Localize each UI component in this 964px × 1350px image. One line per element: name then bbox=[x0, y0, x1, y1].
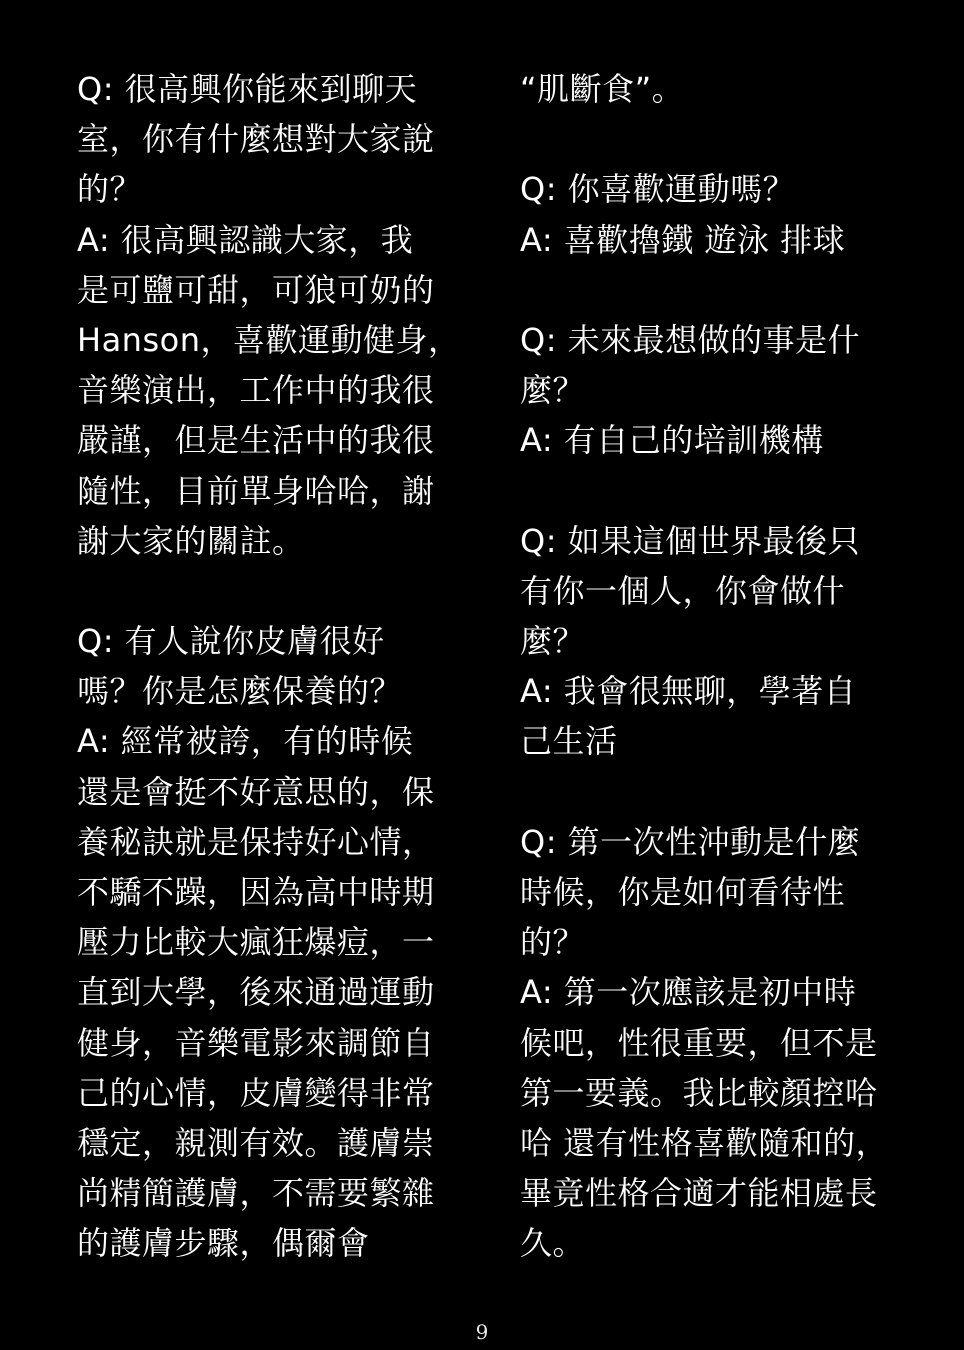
text-line: 第一要義。我比較顏控哈 bbox=[520, 1073, 878, 1112]
paragraph-gap bbox=[520, 767, 912, 817]
text-line: 己生活 bbox=[520, 722, 618, 761]
right-text-column bbox=[520, 64, 912, 1269]
text-line: 候吧，性很重要，但不是 bbox=[520, 1023, 878, 1062]
text-line: A: 很高興認識大家，我 bbox=[77, 220, 414, 259]
text-line: 穩定，親測有效。護膚崇 bbox=[77, 1123, 435, 1162]
paragraph-gap bbox=[520, 114, 912, 164]
text-line: 直到大學，後來通過運動 bbox=[77, 973, 435, 1012]
text-line: Q: 未來最想做的事是什 bbox=[520, 320, 861, 359]
text-line: A: 經常被誇，有的時候 bbox=[77, 722, 414, 761]
text-line: 有你一個人，你會做什 bbox=[520, 571, 846, 610]
paragraph-gap bbox=[520, 265, 912, 315]
text-line: 嚴謹，但是生活中的我很 bbox=[77, 421, 435, 460]
text-line: 謝大家的關註。 bbox=[77, 521, 305, 560]
text-line: 時候，你是如何看待性 bbox=[520, 873, 846, 911]
text-line: A: 喜歡擼鐵 遊泳 排球 bbox=[520, 220, 846, 259]
text-line: 麼？ bbox=[520, 371, 586, 410]
text-line: 健身，音樂電影來調節自 bbox=[77, 1023, 435, 1062]
page-number: 9 bbox=[475, 1320, 489, 1344]
text-line: A: 第一次應該是初中時 bbox=[520, 973, 857, 1012]
left-text-column bbox=[77, 64, 461, 1269]
text-line: Q: 如果這個世界最後只 bbox=[520, 521, 861, 560]
paragraph-gap bbox=[520, 466, 912, 516]
text-line: A: 有自己的培訓機構 bbox=[520, 421, 824, 460]
text-line: A: 我會很無聊，學著自 bbox=[520, 672, 857, 711]
text-line: 養秘訣就是保持好心情， bbox=[77, 822, 435, 861]
text-line: Q: 很高興你能來到聊天 bbox=[77, 70, 418, 108]
text-line: 哈 還有性格喜歡隨和的， bbox=[520, 1123, 889, 1162]
text-line: 是可鹽可甜，可狼可奶的 bbox=[77, 270, 435, 309]
text-line: Q: 第一次性沖動是什麼 bbox=[520, 822, 861, 861]
paragraph-gap bbox=[77, 566, 457, 616]
text-line: Q: 你喜歡運動嗎？ bbox=[520, 170, 796, 209]
text-line: Q: 有人說你皮膚很好 bbox=[77, 622, 385, 661]
text-line: 的護膚步驟，偶爾會 bbox=[77, 1224, 370, 1263]
text-line: Hanson，喜歡運動健身， bbox=[77, 320, 461, 359]
text-line: 室，你有什麼想對大家說 bbox=[77, 120, 435, 159]
text-line: 嗎？你是怎麼保養的？ bbox=[77, 672, 403, 711]
text-line: “肌斷食”。 bbox=[520, 70, 685, 108]
text-line: 壓力比較大瘋狂爆痘，一 bbox=[77, 923, 435, 962]
text-line: 不驕不躁，因為高中時期 bbox=[77, 873, 435, 911]
text-line: 己的心情，皮膚變得非常 bbox=[77, 1073, 435, 1112]
text-line: 音樂演出，工作中的我很 bbox=[77, 371, 435, 410]
text-line: 畢竟性格合適才能相處長 bbox=[520, 1174, 878, 1213]
text-line: 麼？ bbox=[520, 622, 586, 661]
text-line: 久。 bbox=[520, 1224, 586, 1263]
text-line: 的？ bbox=[77, 170, 143, 209]
text-line: 尚精簡護膚，不需要繁雜 bbox=[77, 1174, 435, 1213]
text-line: 隨性，目前單身哈哈，謝 bbox=[77, 471, 435, 510]
text-line: 還是會挺不好意思的，保 bbox=[77, 772, 435, 811]
text-line: 的？ bbox=[520, 923, 586, 962]
